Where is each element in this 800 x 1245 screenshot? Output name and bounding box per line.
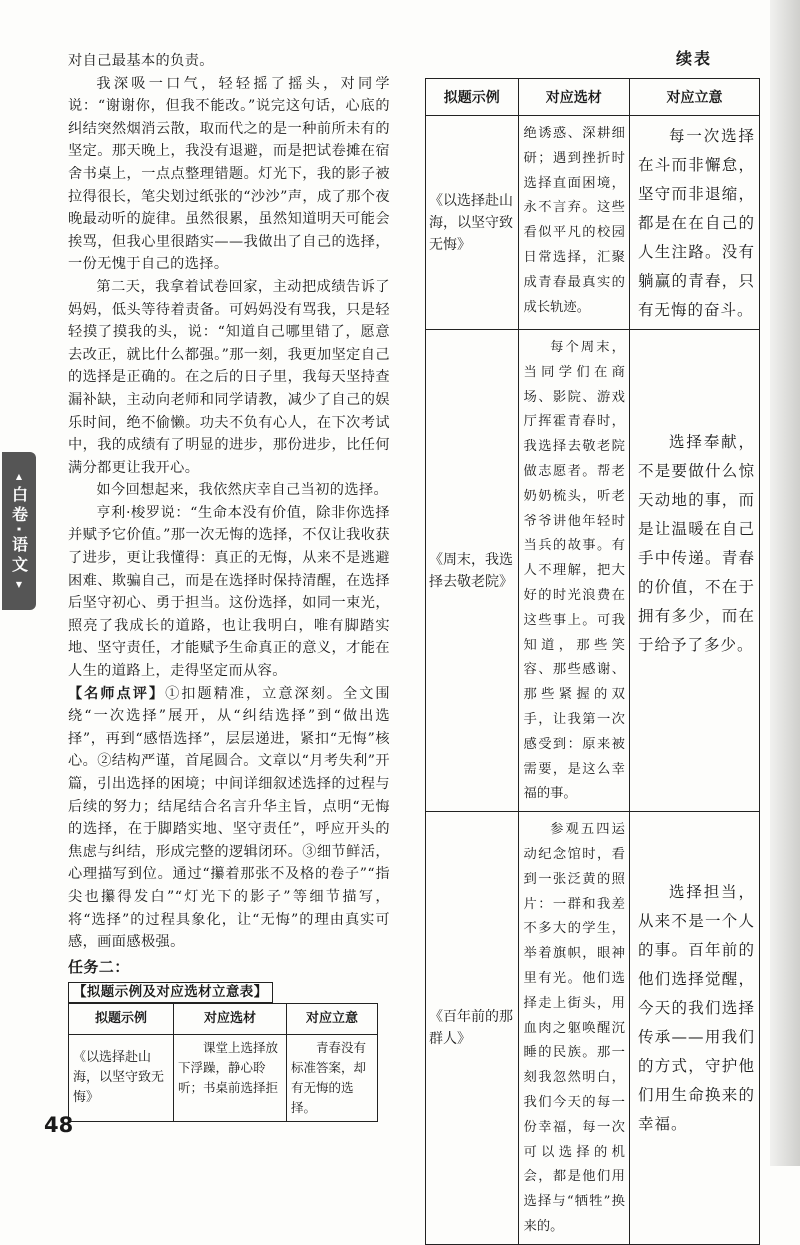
essay-paragraph: 我深吸一口气，轻轻摇了摇头，对同学说：“谢谢你，但我不能改。”说完这句话，心底的纠结突然烟消云散，取而代之的是一种前所未有的坚定。那天晚上，我没有退避，而是把试卷摊在宿舍书桌上，一点点整理错题。灯光下，我的影子被拉得很长，笔尖划过纸张的“沙沙”声，成了那个夜晚最动听的旋律。虽然很累，虽然知道明天可能会挨骂，但我心里很踏实——我做出了自己的选择，一份无愧于自己的选择。 (68, 75, 390, 273)
header-meaning: 对应立意 (629, 79, 759, 116)
cell-title-example: 《百年前的那群人》 (426, 812, 519, 1245)
teacher-comment (68, 683, 390, 954)
cell-meaning (629, 812, 759, 1245)
comment-text: ①扣题精准，立意深刻。全文围绕“一次选择”展开，从“纠结选择”到“做出选择”，再到“感悟选择”，层层递进，紧扣“无悔”核心。②结构严谨，首尾圆合。文章以“月考失利”开篇，引出选择的困境；中间详细叙述选择的过程与后续的努力；结尾结合名言升华主旨，点明“无悔的选择，在于脚踏实地、坚守责任”，呼应开头的焦虑与纠结，形成完整的逻辑闭环。③细节鲜活，心理描写到位。通过“攥着那张不及格的卷子”“指尖也攥得发白”“灯光下的影子”等细节描写，将“选择”的过程具象化，让“无悔”的理由真实可感，画面感极强。 (68, 685, 390, 951)
material-text: 每个周末，当同学们在商场、影院、游戏厅挥霍青春时，我选择去敬老院做志愿者。帮老奶奶梳头，听老爷爷讲他年轻时当兵的故事。有人不理解，把大好的时光浪费在这些事上。可我知道，那些笑容、那些感谢、那些紧握的双手，让我第一次感受到：原来被需要，是这么幸福的事。 (523, 340, 625, 802)
essay-column (68, 50, 390, 1009)
cell-meaning (629, 330, 759, 812)
meaning-text: 选择担当，从来不是一个人的事。百年前的他们选择觉醒，今天的我们选择传承——用我们的方式，守护他们用生命换来的幸福。 (637, 883, 755, 1134)
header-material: 对应选材 (518, 79, 629, 116)
cell-material (518, 812, 629, 1245)
continued-label: 续表 (676, 49, 713, 68)
cell-title-example: 《以选择赴山海，以坚守致无悔》 (69, 1035, 174, 1122)
table-row (426, 330, 760, 812)
triangle-down-icon: ▼ (15, 580, 23, 590)
essay-paragraph: 亨利·梭罗说：“生命本没有价值，除非你选择并赋予它价值。”那一次无悔的选择，不仅让我收获了进步，更让我懂得：真正的无悔，从来不是逃避困难、欺骗自己，而是在选择时保持清醒，在选择后坚守初心、勇于担当。这份选择，如同一束光，照亮了我成长的道路，也让我明白，唯有脚踏实地、坚守责任，才能赋予生命真正的意义，才能在人生的道路上，走得坚定而从容。 (68, 504, 390, 680)
page-number: 48 (44, 1113, 74, 1137)
cell-material: 课堂上选择放下浮躁，静心聆听；书桌前选择拒 (174, 1035, 287, 1122)
side-tab-label: 白卷·语文 (9, 485, 29, 577)
page-edge-shadow (770, 0, 800, 1166)
essay-paragraph: 对自己最基本的负责。 (68, 53, 214, 69)
cell-material: 绝诱惑、深耕细研；遇到挫折时选择直面困境，永不言弃。这些看似平凡的校园日常选择，汇聚成青春最真实的成长轨迹。 (518, 116, 629, 330)
cell-meaning (629, 116, 759, 330)
header-material: 对应选材 (174, 1004, 287, 1035)
table-row (426, 116, 760, 330)
task-title: 任务二： (68, 957, 130, 976)
header-title-example: 拟题示例 (426, 79, 519, 116)
essay-paragraph: 第二天，我拿着试卷回家，主动把成绩告诉了妈妈，低头等待着责备。可妈妈没有骂我，只是轻轻摸了摸我的头，说：“知道自己哪里错了，愿意去改正，就比什么都强。”那一刻，我更加坚定自己的选择是正确的。在之后的日子里，我每天坚持查漏补缺，主动向老师和同学请教，减少了自己的娱乐时间，绝不偷懒。功夫不负有心人，在下次考试中，我的成绩有了明显的进步，那份进步，比任何满分都更让我开心。 (68, 278, 390, 476)
header-meaning: 对应立意 (287, 1004, 378, 1035)
cell-meaning: 青春没有标准答案，却有无悔的选择。 (287, 1035, 378, 1122)
essay-paragraph: 如今回想起来，我依然庆幸自己当初的选择。 (96, 482, 389, 499)
cell-title-example: 《以选择赴山海，以坚守致无悔》 (426, 116, 519, 330)
triangle-up-icon: ▲ (15, 471, 23, 481)
material-text: 参观五四运动纪念馆时，看到一张泛黄的照片：一群和我差不多大的学生，举着旗帜，眼神里有光。他们选择走上街头，用血肉之躯唤醒沉睡的民族。那一刻我忽然明白，我们今天的每一份幸福，每一次可以选择的机会，都是他们用选择与“牺牲”换来的。 (523, 822, 625, 1234)
comment-tag: 【名师点评】 (68, 685, 166, 702)
cell-material (518, 330, 629, 812)
side-tab (2, 452, 36, 610)
example-table-start (68, 1003, 378, 1122)
example-table-continued (425, 78, 760, 1245)
meaning-text: 选择奉献，不是要做什么惊天动地的事，而是让温暖在自己手中传递。青春的价值，不在于拥有多少，而在于给予了多少。 (637, 433, 755, 654)
table-caption: 【拟题示例及对应选材立意表】 (68, 982, 273, 1003)
meaning-text: 每一次选择在斗而非懈怠，坚守而非退缩，都是在在自己的人生注路。没有躺赢的青春，只有无悔的奋斗。 (637, 127, 755, 319)
header-title-example: 拟题示例 (69, 1004, 174, 1035)
cell-title-example: 《周末，我选择去敬老院》 (426, 330, 519, 812)
table-row (426, 812, 760, 1245)
